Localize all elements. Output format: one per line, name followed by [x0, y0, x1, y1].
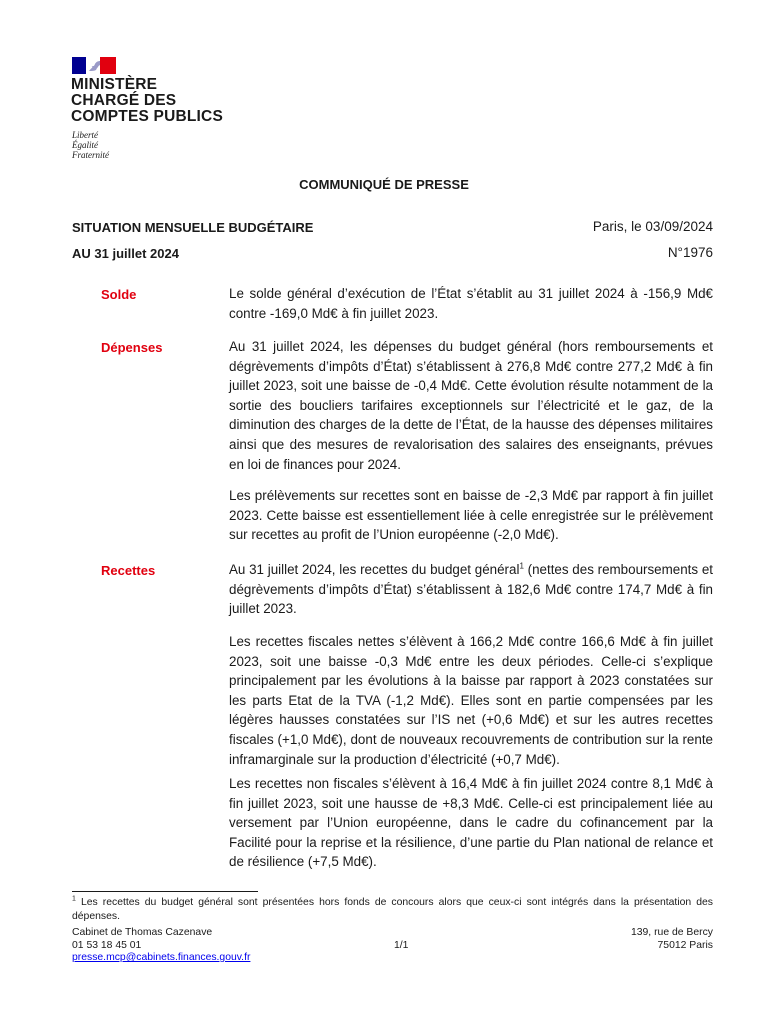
page-number: 1/1: [394, 940, 409, 951]
footnote-text: Les recettes du budget général sont présentées hors fonds de concours alors que ceux-ci sont intégrés dans la présentation des dépenses.: [72, 897, 713, 922]
recettes-p1-text: Au 31 juillet 2024, les recettes du budget général: [229, 562, 520, 577]
marianne-profile-icon: [86, 57, 100, 74]
republique-francaise-flag: [72, 57, 116, 74]
footnote-mark: 1: [72, 895, 76, 903]
footer-contact: [72, 927, 250, 965]
ministry-line: COMPTES PUBLICS: [71, 108, 223, 125]
footer-email-link[interactable]: presse.mcp@cabinets.finances.gouv.fr: [72, 952, 251, 963]
footnote-divider: [72, 891, 258, 892]
recettes-paragraph-2: Les recettes fiscales nettes s’élèvent à 166,2 Md€ contre 166,6 Md€ à fin juillet 2023, soit une baisse -0,3 Md€ entre les deux périodes. Celle-ci s’explique principalement par les évolutions à la baisse par rapport à 2023 constatées sur les parts Etat de la TVA (-1,2 Md€). Elles sont en partie compensées par les légères hausses constatées sur l’IS net (+0,6 Md€) et sur les autres recettes fiscales (+1,0 Md€), dont de nouveaux recouvrements de contribution sur la rente inframarginale sur la production d’électricité (+0,7 Md€).: [229, 634, 713, 767]
footnote-reference: 1: [519, 561, 524, 571]
solde-paragraph: Le solde général d’exécution de l’État s’établit au 31 juillet 2024 à -156,9 Md€ contre -169,0 Md€ à fin juillet 2023.: [229, 286, 713, 321]
section-label-solde: Solde: [101, 287, 137, 302]
footnote: [72, 896, 713, 924]
motto-line: Liberté: [72, 130, 98, 140]
section-label-depenses: Dépenses: [101, 340, 163, 355]
footer-cabinet: Cabinet de Thomas Cazenave: [72, 927, 213, 938]
motto-line: Fraternité: [72, 150, 109, 160]
recettes-paragraph-3: Les recettes non fiscales s’élèvent à 16,4 Md€ à fin juillet 2024 contre 8,1 Md€ à fin juillet 2023, soit une hausse de +8,3 Md€. Celle-ci est principalement liée au versement par l’Union européenne, dans le cadre du cofinancement par la Facilité pour la reprise et la résilience, d’une partie du Plan national de relance et de résilience (+7,5 Md€).: [229, 776, 713, 870]
flag-red-stripe: [100, 57, 116, 74]
press-release-number: N°1976: [667, 245, 713, 260]
footer-address-line: 75012 Paris: [657, 939, 713, 951]
ministry-name: [71, 77, 223, 125]
recettes-p1-text-cont: (nettes des remboursements et dégrèvements d’impôts d’État) s’établissent à 182,6 Md€ contre 174,7 Md€ à fin juillet 2023.: [229, 562, 713, 617]
flag-blue-stripe: [72, 57, 86, 74]
footer-address: [631, 927, 713, 952]
subject-line-2: AU 31 juillet 2024: [72, 246, 179, 261]
ministry-line: CHARGÉ DES: [71, 92, 177, 109]
flag-white-stripe: [86, 57, 100, 74]
ministry-line: MINISTÈRE: [71, 76, 158, 93]
footer-address-line: 139, rue de Bercy: [630, 927, 713, 938]
document-title: COMMUNIQUÉ DE PRESSE: [299, 177, 469, 192]
recettes-paragraph-1: [229, 560, 713, 619]
depenses-paragraph-1: Au 31 juillet 2024, les dépenses du budget général (hors remboursements et dégrèvements d’impôts d’État) s’établissent à 276,8 Md€ contre 277,2 Md€ à fin juillet 2023, soit une baisse de -0,4 Md€. Cette évolution résulte notamment de la sortie des boucliers tarifaires exceptionnels sur l’électricité et le gaz, de la diminution des charges de la dette de l’État, de la hausse des dépenses militaires ainsi que des mesures de revalorisation des salaires des enseignants, prévues en loi de finances pour 2024.: [229, 339, 713, 472]
motto-line: Égalité: [72, 140, 98, 150]
subject-line-1: SITUATION MENSUELLE BUDGÉTAIRE: [72, 220, 314, 235]
depenses-paragraph-2: Les prélèvements sur recettes sont en baisse de -2,3 Md€ par rapport à fin juillet 2023. Cette baisse est essentiellement liée à celle enregistrée sur le prélèvement sur recettes au profit de l’Union européenne (-2,0 Md€).: [229, 488, 713, 543]
section-label-recettes: Recettes: [101, 563, 156, 578]
place-date: Paris, le 03/09/2024: [592, 219, 713, 234]
footer-phone: 01 53 18 45 01: [72, 939, 142, 951]
republic-motto: [72, 130, 109, 160]
